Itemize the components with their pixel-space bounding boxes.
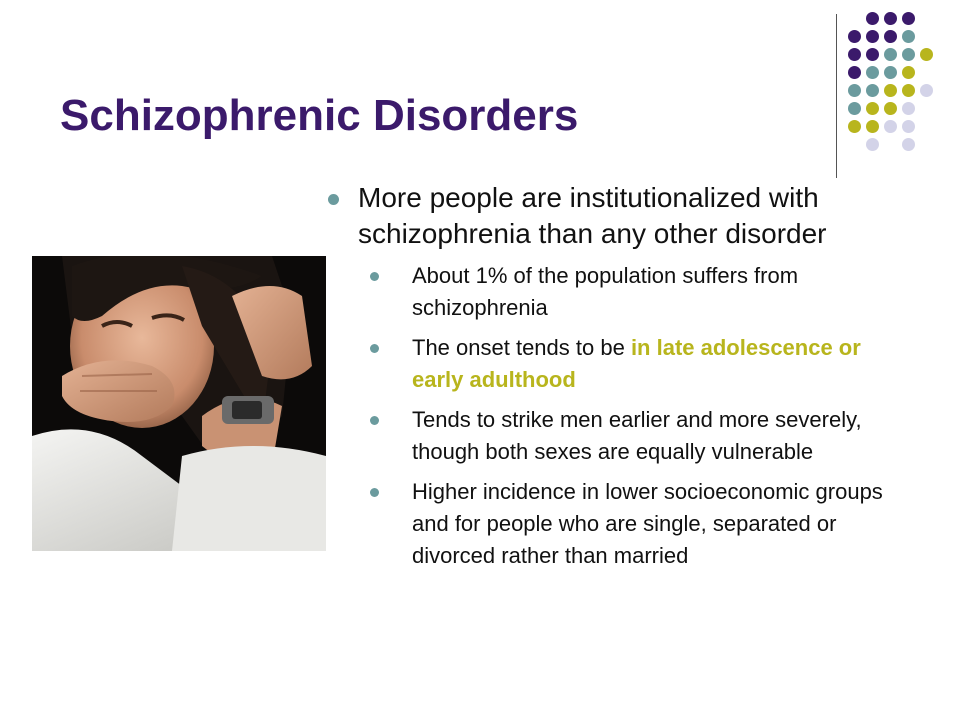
sub-bullet-text: Tends to strike men earlier and more severely, though both sexes are equally vulnerable (412, 407, 862, 464)
decorative-dot (902, 12, 915, 25)
highlighted-phrase: in late adolescence or early adulthood (412, 335, 861, 392)
decorative-dot (848, 48, 861, 61)
decorative-dot (866, 102, 879, 115)
decorative-dot (902, 84, 915, 97)
bullet-dot-icon (370, 344, 379, 353)
bullet-dot-icon (370, 488, 379, 497)
decorative-dot (866, 12, 879, 25)
bullet-dot-icon (370, 272, 379, 281)
decorative-dot (902, 66, 915, 79)
decorative-dot (884, 12, 897, 25)
main-bullet-text: More people are institutionalized with schizophrenia than any other disorder (358, 182, 827, 249)
decorative-dot (866, 66, 879, 79)
decorative-dot (884, 102, 897, 115)
decorative-dot (866, 120, 879, 133)
decorative-dot (884, 120, 897, 133)
decorative-dot (920, 84, 933, 97)
bullet-dot-icon (328, 194, 339, 205)
decorative-dot (920, 48, 933, 61)
sub-bullet-text: About 1% of the population suffers from schizophrenia (412, 263, 799, 320)
bullet-list (326, 180, 886, 578)
decorative-dot (866, 138, 879, 151)
list-item (370, 404, 900, 468)
decorative-dot (848, 66, 861, 79)
decorative-dot (884, 30, 897, 43)
decorative-dot (866, 48, 879, 61)
decorative-dot-grid (848, 12, 948, 160)
decorative-dot (902, 138, 915, 151)
sub-bullet-text: Higher incidence in lower socioeconomic groups and for people who are single, separated or divorced rather than married (412, 479, 883, 568)
decorative-dot (884, 66, 897, 79)
decorative-dot (848, 102, 861, 115)
photo (32, 256, 326, 551)
decorative-dot (866, 84, 879, 97)
decorative-dot (902, 120, 915, 133)
list-item (370, 332, 900, 396)
decorative-dot (902, 102, 915, 115)
sub-bullet-text: The onset tends to be (412, 335, 631, 360)
decorative-dot (848, 84, 861, 97)
decorative-dot (884, 84, 897, 97)
vertical-divider (836, 14, 837, 178)
decorative-dot (884, 48, 897, 61)
bullet-dot-icon (370, 416, 379, 425)
decorative-dot (902, 30, 915, 43)
list-item (370, 476, 900, 572)
decorative-dot (848, 120, 861, 133)
decorative-dot (848, 30, 861, 43)
list-item (326, 180, 886, 252)
decorative-dot (866, 30, 879, 43)
slide-title: Schizophrenic Disorders (60, 91, 579, 140)
decorative-dot (902, 48, 915, 61)
list-item (370, 260, 900, 324)
distressed-woman-photo-icon (32, 256, 326, 551)
